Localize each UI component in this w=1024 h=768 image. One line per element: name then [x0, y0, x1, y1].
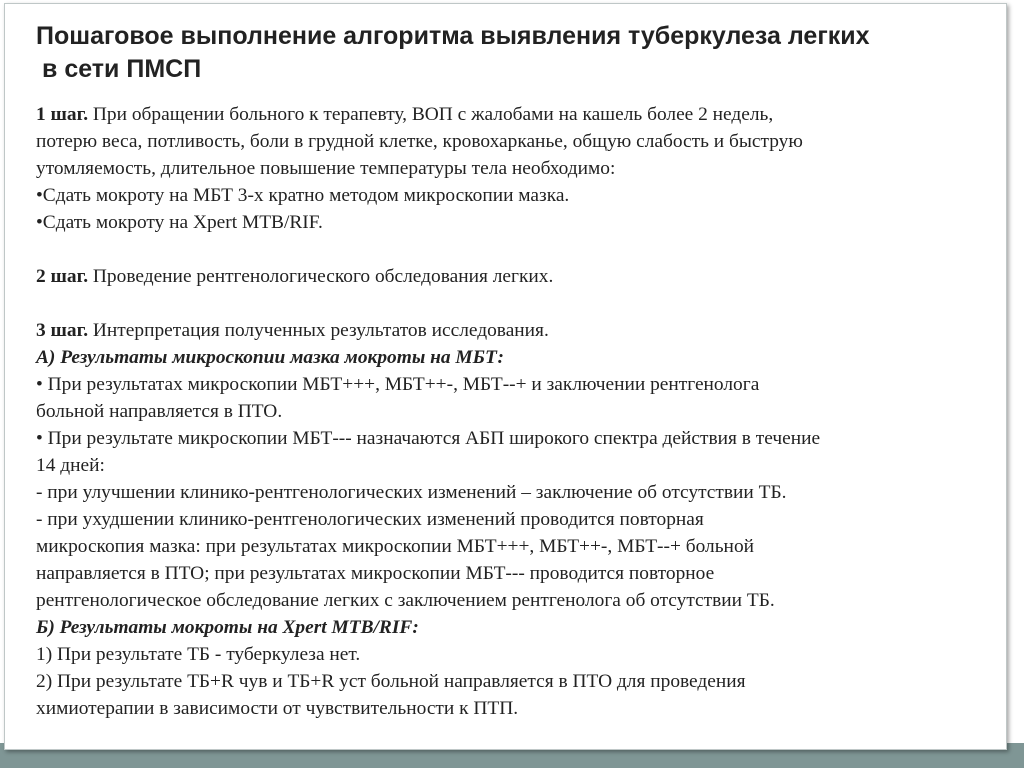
step3-label: 3 шаг.: [36, 320, 89, 341]
slide-title: [36, 20, 976, 86]
step2-line: [36, 263, 976, 290]
dash-item-2-line-4: рентгенологическое обследование легких с заключением рентгенолога об отсутствии ТБ.: [36, 590, 775, 611]
step1-line-2: потерю веса, потливость, боли в грудной клетке, кровохарканье, общую слабость и быструю: [36, 131, 803, 152]
dash-item-1: - при улучшении клинико-рентгенологических изменений – заключение об отсутствии ТБ.: [36, 482, 787, 503]
step1-bullet-1: •Сдать мокроту на МБТ 3-х кратно методом микроскопии мазка.: [36, 185, 570, 206]
section-b-item-1: 1) При результате ТБ - туберкулеза нет.: [36, 644, 361, 665]
step1-text-1: При обращении больного к терапевту, ВОП с жалобами на кашель более 2 недель,: [88, 104, 774, 125]
section-b-item-2-line-1: 2) При результате ТБ+R чув и ТБ+R уст больной направляется в ПТО для проведения: [36, 671, 746, 692]
spacer: [36, 290, 976, 317]
dash-item-2-line-2: микроскопия мазка: при результатах микроскопии МБТ+++, МБТ++-, МБТ--+ больной: [36, 536, 755, 557]
dash-item-2-line-3: направляется в ПТО; при результатах микроскопии МБТ--- проводится повторное: [36, 563, 715, 584]
slide: [4, 3, 1007, 750]
spacer: [36, 236, 976, 263]
title-line-2: в сети ПМСП: [42, 55, 202, 83]
slide-body: [36, 101, 976, 722]
section-a-item-2-line-1: • При результате микроскопии МБТ--- назначаются АБП широкого спектра действия в течение: [36, 428, 821, 449]
step3-text: Интерпретация полученных результатов исследования.: [88, 320, 549, 341]
dash-item-2-line-1: - при ухудшении клинико-рентгенологических изменений проводится повторная: [36, 509, 704, 530]
section-a-heading: А) Результаты микроскопии мазка мокроты на МБТ:: [36, 347, 505, 368]
step1-line-3: утомляемость, длительное повышение температуры тела необходимо:: [36, 158, 616, 179]
step1-bullet-2: •Сдать мокроту на Xpert MTB/RIF.: [36, 212, 323, 233]
section-a-item-2-line-2: 14 дней:: [36, 455, 105, 476]
section-b-heading: Б) Результаты мокроты на Xpert MTB/RIF:: [36, 617, 419, 638]
title-line-1: Пошаговое выполнение алгоритма выявления туберкулеза легких: [36, 22, 870, 50]
step1-line-1: [36, 101, 976, 128]
section-b-item-2-line-2: химиотерапии в зависимости от чувствительности к ПТП.: [36, 698, 519, 719]
step2-text: Проведение рентгенологического обследования легких.: [88, 266, 554, 287]
step3-line: [36, 317, 976, 344]
section-a-item-1-line-1: • При результатах микроскопии МБТ+++, МБТ++-, МБТ--+ и заключении рентгенолога: [36, 374, 760, 395]
section-a-item-1-line-2: больной направляется в ПТО.: [36, 401, 283, 422]
step1-label: 1 шаг.: [36, 104, 89, 125]
step2-label: 2 шаг.: [36, 266, 89, 287]
